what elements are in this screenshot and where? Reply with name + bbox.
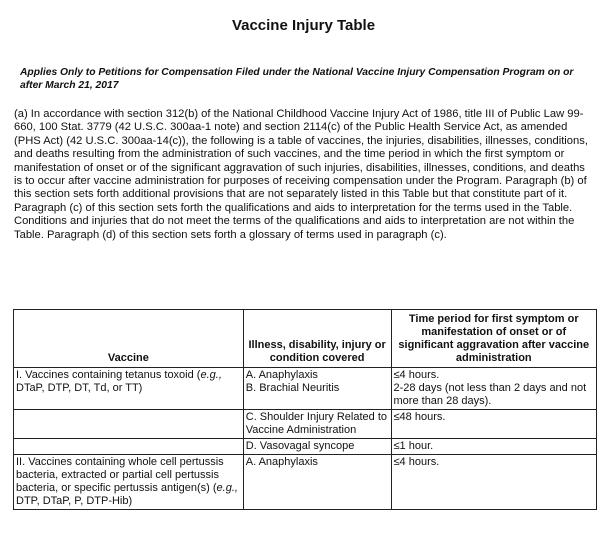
illness-item: A. Anaphylaxis <box>245 369 318 381</box>
time-item: ≤4 hours. <box>393 369 440 381</box>
header-illness: Illness, disability, injury or condition covered <box>243 310 391 368</box>
vaccine-text: I. Vaccines containing tetanus toxoid ( <box>16 369 201 381</box>
time-item: 2-28 days (not less than 2 days and not more than 28 days). <box>393 382 587 407</box>
vaccine-text: II. Vaccines containing whole cell pertussis bacteria, extracted or partial cell pertussis bacteria, or specific pertussis antigen(s) ( <box>16 456 224 494</box>
table-row <box>14 439 597 455</box>
time-item: ≤48 hours. <box>393 411 446 423</box>
vaccine-cell <box>14 410 244 439</box>
header-vaccine: Vaccine <box>14 310 244 368</box>
vaccine-cell <box>14 439 244 455</box>
table-row <box>14 410 597 439</box>
vaccine-cell <box>14 455 244 510</box>
time-item: ≤1 hour. <box>393 440 434 452</box>
vaccine-cell <box>14 368 244 410</box>
illness-item: A. Anaphylaxis <box>245 456 318 468</box>
illness-item: B. Brachial Neuritis <box>245 382 340 394</box>
time-cell <box>391 439 596 455</box>
time-cell <box>391 455 596 510</box>
time-item: ≤4 hours. <box>393 456 440 468</box>
table-header-row <box>14 310 597 368</box>
illness-cell <box>243 455 391 510</box>
time-cell <box>391 368 596 410</box>
vaccine-example-marker: e.g., <box>216 482 238 494</box>
intro-paragraph: (a) In accordance with section 312(b) of the National Childhood Vaccine Injury Act of 1986, title III of Public Law 99-660, 100 Stat. 3779 (42 U.S.C. 300aa-1 note) and section 2114(c) of the Public Health Service Act, as amended (PHS Act) (42 U.S.C. 300aa-14(c)), the following is a table of vaccines, the injuries, disabilities, illnesses, conditions, and deaths resulting from the administration of such vaccines, and the time period in which the first symptom or manifestation of onset or of the significant aggravation of such injuries, disabilities, illnesses, conditions, and deaths is to occur after vaccine administration for purposes of receiving compensation under the Program. Paragraph (b) of this section sets forth additional provisions that are not separately listed in this Table but that constitute part of it. Paragraph (c) of this section sets forth the qualifications and aids to interpretation for the terms used in the Table. Conditions and injuries that do not meet the terms of the qualifications and aids to interpretation are not within the Table. Paragraph (d) of this section sets forth a glossary of terms used in paragraph (c). <box>14 108 588 241</box>
illness-cell <box>243 368 391 410</box>
time-cell <box>391 410 596 439</box>
illness-item: D. Vasovagal syncope <box>245 440 355 452</box>
vaccine-text: DTP, DTaP, P, DTP-Hib) <box>16 495 133 507</box>
header-time-period: Time period for first symptom or manifestation of onset or of significant aggravation after vaccine administration <box>391 310 596 368</box>
applicability-note: Applies Only to Petitions for Compensation Filed under the National Vaccine Injury Compensation Program on or after March 21, 2017 <box>20 67 574 91</box>
vaccine-example-marker: e.g., <box>200 369 222 381</box>
illness-item: C. Shoulder Injury Related to Vaccine Administration <box>245 411 387 436</box>
vaccine-text: DTaP, DTP, DT, Td, or TT) <box>16 382 143 394</box>
table-row <box>14 455 597 510</box>
vaccine-injury-table <box>13 309 597 510</box>
table-row <box>14 368 597 410</box>
illness-cell <box>243 410 391 439</box>
illness-cell <box>243 439 391 455</box>
document-title: Vaccine Injury Table <box>231 17 376 34</box>
